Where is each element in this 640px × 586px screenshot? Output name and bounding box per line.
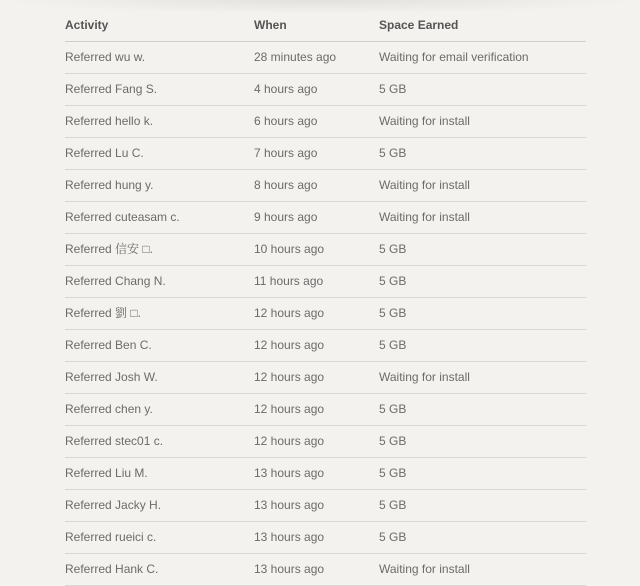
table-row (65, 426, 586, 458)
activity-cell: Referred wu w. (65, 50, 146, 64)
table-row (65, 234, 586, 266)
table-row (65, 106, 586, 138)
table-row (65, 298, 586, 330)
space-earned-cell: 5 GB (379, 402, 407, 416)
table-row (65, 42, 586, 74)
column-header-space-earned: Space Earned (379, 18, 459, 32)
when-cell: 9 hours ago (254, 210, 318, 224)
table-row (65, 266, 586, 298)
when-cell: 12 hours ago (254, 402, 325, 416)
when-cell: 7 hours ago (254, 146, 318, 160)
space-earned-cell: 5 GB (379, 82, 407, 96)
column-header-when: When (254, 18, 287, 32)
activity-cell: Referred Josh W. (65, 370, 158, 384)
when-cell: 12 hours ago (254, 370, 325, 384)
space-earned-cell: 5 GB (379, 530, 407, 544)
activity-cell: Referred stec01 c. (65, 434, 164, 448)
when-cell: 12 hours ago (254, 306, 325, 320)
when-cell: 13 hours ago (254, 562, 325, 576)
space-earned-cell: Waiting for install (379, 178, 470, 192)
activity-cell: Referred cuteasam c. (65, 210, 180, 224)
table-row (65, 522, 586, 554)
space-earned-cell: 5 GB (379, 242, 407, 256)
space-earned-cell: 5 GB (379, 434, 407, 448)
when-cell: 4 hours ago (254, 82, 318, 96)
activity-cell: Referred Jacky H. (65, 498, 162, 512)
activity-cell: Referred Liu M. (65, 466, 148, 480)
table-row (65, 458, 586, 490)
activity-cell: Referred Fang S. (65, 82, 158, 96)
activity-cell: Referred 劉 □. (65, 306, 141, 320)
when-cell: 28 minutes ago (254, 50, 337, 64)
table-header (65, 10, 586, 42)
when-cell: 10 hours ago (254, 242, 325, 256)
space-earned-cell: Waiting for email verification (379, 50, 529, 64)
activity-cell: Referred hung y. (65, 178, 154, 192)
space-earned-cell: Waiting for install (379, 210, 470, 224)
table-row (65, 490, 586, 522)
referral-activity-table (65, 10, 586, 586)
space-earned-cell: Waiting for install (379, 114, 470, 128)
table-row (65, 202, 586, 234)
space-earned-cell: 5 GB (379, 498, 407, 512)
table-row (65, 554, 586, 586)
space-earned-cell: 5 GB (379, 306, 407, 320)
activity-cell: Referred Chang N. (65, 274, 166, 288)
when-cell: 12 hours ago (254, 434, 325, 448)
table-row (65, 394, 586, 426)
space-earned-cell: Waiting for install (379, 370, 470, 384)
table-row (65, 330, 586, 362)
column-header-activity: Activity (65, 18, 109, 32)
activity-cell: Referred rueici c. (65, 530, 157, 544)
when-cell: 13 hours ago (254, 466, 325, 480)
table-row (65, 138, 586, 170)
space-earned-cell: 5 GB (379, 274, 407, 288)
when-cell: 8 hours ago (254, 178, 318, 192)
space-earned-cell: 5 GB (379, 146, 407, 160)
activity-cell: Referred Lu C. (65, 146, 144, 160)
activity-cell: Referred Hank C. (65, 562, 159, 576)
activity-cell: Referred hello k. (65, 114, 154, 128)
table-row (65, 362, 586, 394)
table-row (65, 74, 586, 106)
when-cell: 6 hours ago (254, 114, 318, 128)
when-cell: 12 hours ago (254, 338, 325, 352)
space-earned-cell: Waiting for install (379, 562, 470, 576)
when-cell: 11 hours ago (254, 274, 324, 288)
table-row (65, 170, 586, 202)
activity-cell: Referred 信安 □. (65, 242, 153, 256)
when-cell: 13 hours ago (254, 498, 325, 512)
activity-cell: Referred chen y. (65, 402, 153, 416)
activity-cell: Referred Ben C. (65, 338, 152, 352)
space-earned-cell: 5 GB (379, 466, 407, 480)
table-body (65, 42, 586, 586)
space-earned-cell: 5 GB (379, 338, 407, 352)
when-cell: 13 hours ago (254, 530, 325, 544)
